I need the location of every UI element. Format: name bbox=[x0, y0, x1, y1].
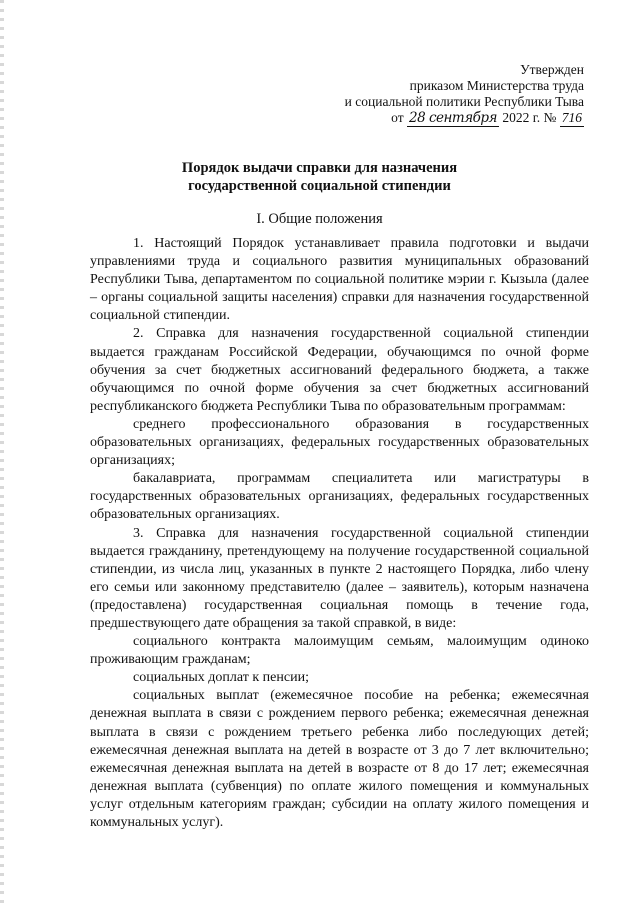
paragraph: среднего профессионального образования в государственных образовательных организациях, федеральных государственных образовательных организациях; bbox=[90, 416, 589, 469]
date-year: 2022 г. № bbox=[502, 110, 557, 125]
approval-date-line bbox=[345, 110, 584, 127]
approval-line-3: и социальной политики Республики Тыва bbox=[344, 94, 584, 109]
handwritten-date: 28 сентября bbox=[408, 110, 497, 126]
paragraph: бакалавриата, программам специалитета или магистратуры в государственных образовательных организациях, федеральных государственных образовательных организациях. bbox=[90, 471, 589, 523]
date-prefix: от bbox=[391, 110, 404, 125]
paragraph: социальных выплат (ежемесячное пособие на ребенка; ежемесячная денежная выплата в связи с рождением первого ребенка; ежемесячная денежная выплата в связи с рождением третьего ребенка либо последующих детей; ежемесячная денежная выплата на детей в возрасте от 3 до 7 лет включительно; ежемесячная денежная выплата на детей в возрасте от 8 до 17 лет; ежемесячная денежная выплата (субвенция) по оплате жилого помещения и коммунальных услуг отдельным категориям граждан; субсидии на оплату жилого помещения и коммунальных услуг). bbox=[90, 688, 589, 830]
approval-line-1: Утвержден bbox=[520, 62, 584, 77]
paragraph: социальных доплат к пенсии; bbox=[133, 670, 309, 686]
title-line-2: государственной социальной стипендии bbox=[188, 178, 451, 194]
paragraph: 3. Справка для назначения государственной социальной стипендии выдается гражданину, претендующему на получение государственной социальной стипендии, из числа лиц, указанных в пункте 2 настоящего Порядка, либо члену его семьи или законному представителю (далее – заявитель), которым назначена (предоставлена) государственная социальная помощь в течение года, предшествующего дате обращения за такой справкой, в виде: bbox=[90, 525, 589, 631]
body-text bbox=[90, 235, 589, 832]
title-line-1: Порядок выдачи справки для назначения bbox=[181, 160, 458, 176]
scan-edge-artifact bbox=[0, 0, 4, 903]
document-title bbox=[0, 159, 639, 195]
paragraph: социального контракта малоимущим семьям, малоимущим одиноко проживающим гражданам; bbox=[90, 634, 589, 668]
section-heading: I. Общие положения bbox=[256, 211, 383, 227]
handwritten-order-number: 716 bbox=[561, 110, 582, 125]
approval-line-2: приказом Министерства труда bbox=[409, 78, 584, 93]
paragraph: 2. Справка для назначения государственной социальной стипендии выдается гражданам Российской Федерации, обучающимся по очной форме обучения за счет бюджетных ассигнований федерального бюджета, а также обучающимся по очной форме обучения за счет бюджетных ассигнований республиканского бюджета Республики Тыва по образовательным программам: bbox=[90, 326, 589, 414]
paragraph: 1. Настоящий Порядок устанавливает правила подготовки и выдачи управлениями труда и социального развития муниципальных образований Республики Тыва, департаментом по социальной политике мэрии г. Кызыла (далее – органы социальной защиты населения) справки для назначения государственной социальной стипендии. bbox=[90, 236, 589, 324]
approval-block bbox=[345, 62, 584, 127]
